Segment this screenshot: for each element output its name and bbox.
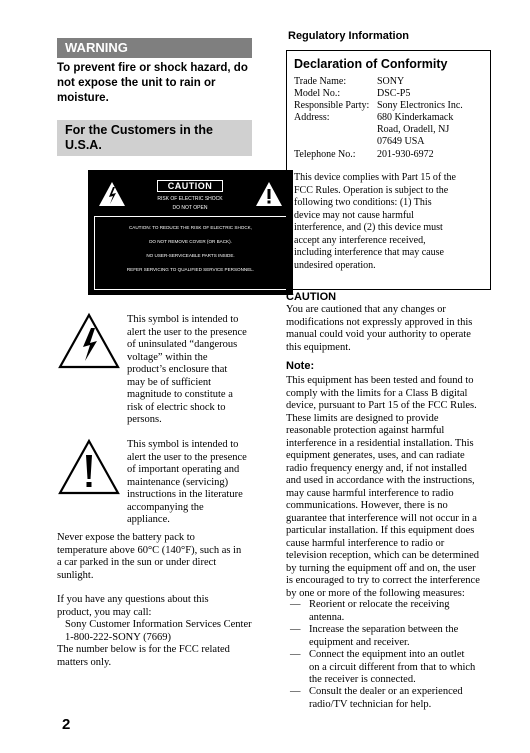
caution-label-line4: REFER SERVICING TO QUALIFIED SERVICE PERSONNEL. — [126, 267, 255, 272]
caution-label-sub2: DO NOT OPEN — [172, 205, 208, 211]
measures-list: — Reorient or relocate the receiving antenna. — Increase the separation between the equipment and receiver. — Connect the equipment into an outlet on a circuit different from that to which the receiver is connected. — Consult the dealer or an experienced radio/TV technician for help. — [290, 599, 476, 710]
note-heading: Note: — [286, 360, 315, 372]
caution-label — [88, 170, 293, 295]
caution-label-title: CAUTION — [157, 180, 224, 192]
declaration-title: Declaration of Conformity — [294, 57, 448, 71]
warning-heading: WARNING — [57, 38, 252, 58]
customers-heading: For the Customers in the U.S.A. — [57, 120, 252, 156]
caution-label-line1: CAUTION: TO REDUCE THE RISK OF ELECTRIC SHOCK, — [128, 225, 253, 230]
note-text: This equipment has been tested and found to comply with the limits for a Class B digital device, pursuant to Part 15 of the FCC Rules. These limits are designed to provide reasonable protection against harmful interference in a residential installation. This equipment generates, uses, and can radiate radio frequency energy and, if not installed and used in accordance with the instructions, may cause harmful interference to radio communications. However, there is no guarantee that interference will not occur in a particular installation. If this equipment does cause harmful interference to radio or television reception, which can be determined by turning the equipment off and on, the user is encouraged to try to correct the interference by one or more of the following measures: — [286, 375, 480, 599]
caution-label-line2: DO NOT REMOVE COVER (OR BACK). — [149, 239, 232, 244]
caution-heading: CAUTION — [286, 291, 337, 303]
regulatory-heading: Regulatory Information — [288, 30, 410, 42]
contact-info: If you have any questions about this product, you may call: Sony Customer Information Services Center 1-800-222-SONY (7669) The number below is for the FCC related matters only. — [57, 594, 252, 668]
warning-text: To prevent fire or shock hazard, do not expose the unit to rain or moisture. — [57, 62, 248, 104]
symbol1-description: This symbol is intended to alert the user to the presence of uninsulated “dangerous voltage” within the product’s enclosure that may be of sufficient magnitude to constitute a risk of electric shock to persons. — [127, 314, 247, 425]
exclamation-warning-icon — [255, 181, 283, 207]
exclamation-icon — [57, 438, 121, 496]
caution-text: You are cautioned that any changes or modifications not expressly approved in this manual could void your authority to operate this equipment. — [286, 304, 473, 353]
declaration-statement: This device complies with Part 15 of the FCC Rules. Operation is subject to the following two conditions: (1) This device may not cause harmful interference, and (2) this device must accept any interference received, including interference that may cause undesired operation. — [294, 172, 456, 271]
caution-label-line3: NO USER-SERVICEABLE PARTS INSIDE. — [146, 253, 235, 258]
dangerous-voltage-icon — [57, 312, 121, 370]
page-number: 2 — [62, 716, 71, 733]
lightning-warning-icon — [98, 181, 126, 207]
battery-warning: Never expose the battery pack to temperature above 60°C (140°F), such as in a car parked in the sun or under direct sunlight. — [57, 532, 242, 581]
symbol2-description: This symbol is intended to alert the user to the presence of important operating and maintenance (servicing) instructions in the literature accompanying the appliance. — [127, 439, 247, 525]
caution-label-sub1: RISK OF ELECTRIC SHOCK — [157, 196, 223, 202]
